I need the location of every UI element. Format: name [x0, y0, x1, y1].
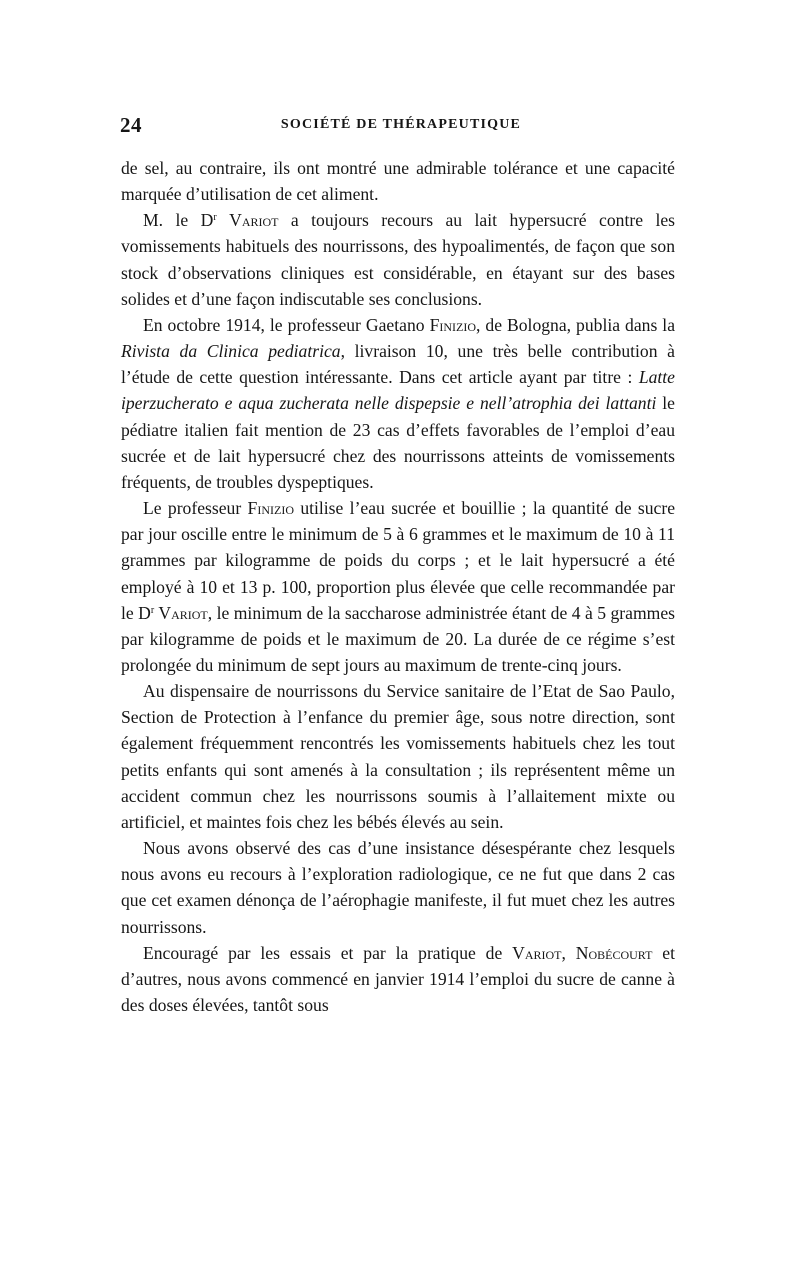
paragraph [121, 835, 675, 940]
superscript: r [150, 604, 155, 616]
text-run: de sel, au contraire, ils ont montré une admirable tolérance et une capacité marquée d’utilisation de cet aliment. [121, 158, 675, 205]
paragraph [121, 155, 675, 207]
text-run: Le professeur [143, 498, 248, 519]
text-run: , livraison 10, une très belle contribution à l’étude de cette question intéressante. Dans cet article ayant par titre : [121, 341, 675, 388]
page-number: 24 [120, 113, 142, 137]
running-head: SOCIÉTÉ DE THÉRAPEUTIQUE [280, 117, 522, 132]
journal-title: Rivista da Clinica pediatrica [121, 341, 341, 362]
paragraph [121, 312, 675, 495]
paragraph [121, 678, 675, 835]
text-run: , de Bologna, publia dans la [476, 314, 676, 335]
text-run: Au dispensaire de nourrissons du Service sanitaire de l’Etat de Sao Paulo, Section de Protection à l’enfance du premier âge, sous notre direction, sont également fréquemment rencontrés les vomissements habituels chez les tout petits enfants qui sont amenés à la consultation ; ils représentent même un accident commun chez les nourrissons soumis à l’allaitement mixte ou artificiel, et maintes fois chez les bébés élevés au sein. [121, 681, 675, 832]
author-name: Finizio [429, 314, 476, 335]
page-header [120, 113, 682, 141]
author-name: Variot [154, 602, 208, 623]
text-run: En octobre 1914, le professeur Gaetano [143, 314, 430, 335]
paragraph [121, 495, 675, 678]
text-run: , [561, 942, 576, 963]
text-run: Nous avons observé des cas d’une insistance désespérante chez lesquels nous avons eu recours à l’exploration radiologique, ce ne fut que dans 2 cas que cet examen dénonça de l’aérophagie manifeste, il fut muet chez les autres nourrissons. [121, 838, 675, 937]
text-run: M. le D [143, 210, 214, 231]
paragraph [121, 207, 675, 312]
text-run: Encouragé par les essais et par la pratique de [143, 942, 513, 963]
author-name: Variot [512, 942, 562, 963]
body-text [121, 155, 675, 1018]
article-title: Latte iperzucherato e aqua zucherata nelle dispepsie e nell’atrophia dei lattanti [121, 367, 675, 414]
paragraph [121, 940, 675, 1018]
superscript: r [213, 212, 217, 224]
author-name: Nobécourt [575, 942, 653, 963]
text-run: et d’autres, nous avons commencé en janvier 1914 l’emploi du sucre de canne à des doses élevées, tantôt sous [121, 942, 675, 1015]
author-name: Finizio [247, 498, 294, 519]
text-run: le pédiatre italien fait mention de 23 cas d’effets favorables de l’emploi d’eau sucrée et de lait hypersucré chez des nourrissons atteints de vomissements fréquents, de troubles dyspeptiques. [121, 393, 675, 492]
text-run: , le minimum de la saccharose administrée étant de 4 à 5 grammes par kilogramme de poids et le maximum de 20. La durée de ce régime s’est prolongée du minimum de sept jours au maximum de trente-cinq jours. [121, 602, 676, 675]
text-run: utilise l’eau sucrée et bouillie ; la quantité de sucre par jour oscille entre le minimum de 5 à 6 grammes et le maximum de 10 à 11 grammes par kilogramme de poids du corps ; et le lait hypersucré a été employé à 10 et 13 p. 100, proportion plus élevée que celle recommandée par le D [121, 498, 676, 623]
text-run: a toujours recours au lait hypersucré contre les vomissements habituels des nourrissons, des hypoalimentés, de façon que son stock d’observations cliniques est considérable, en étayant sur des bases solides et d’une façon indiscutable ses conclusions. [121, 210, 675, 309]
author-name: Variot [229, 210, 279, 231]
